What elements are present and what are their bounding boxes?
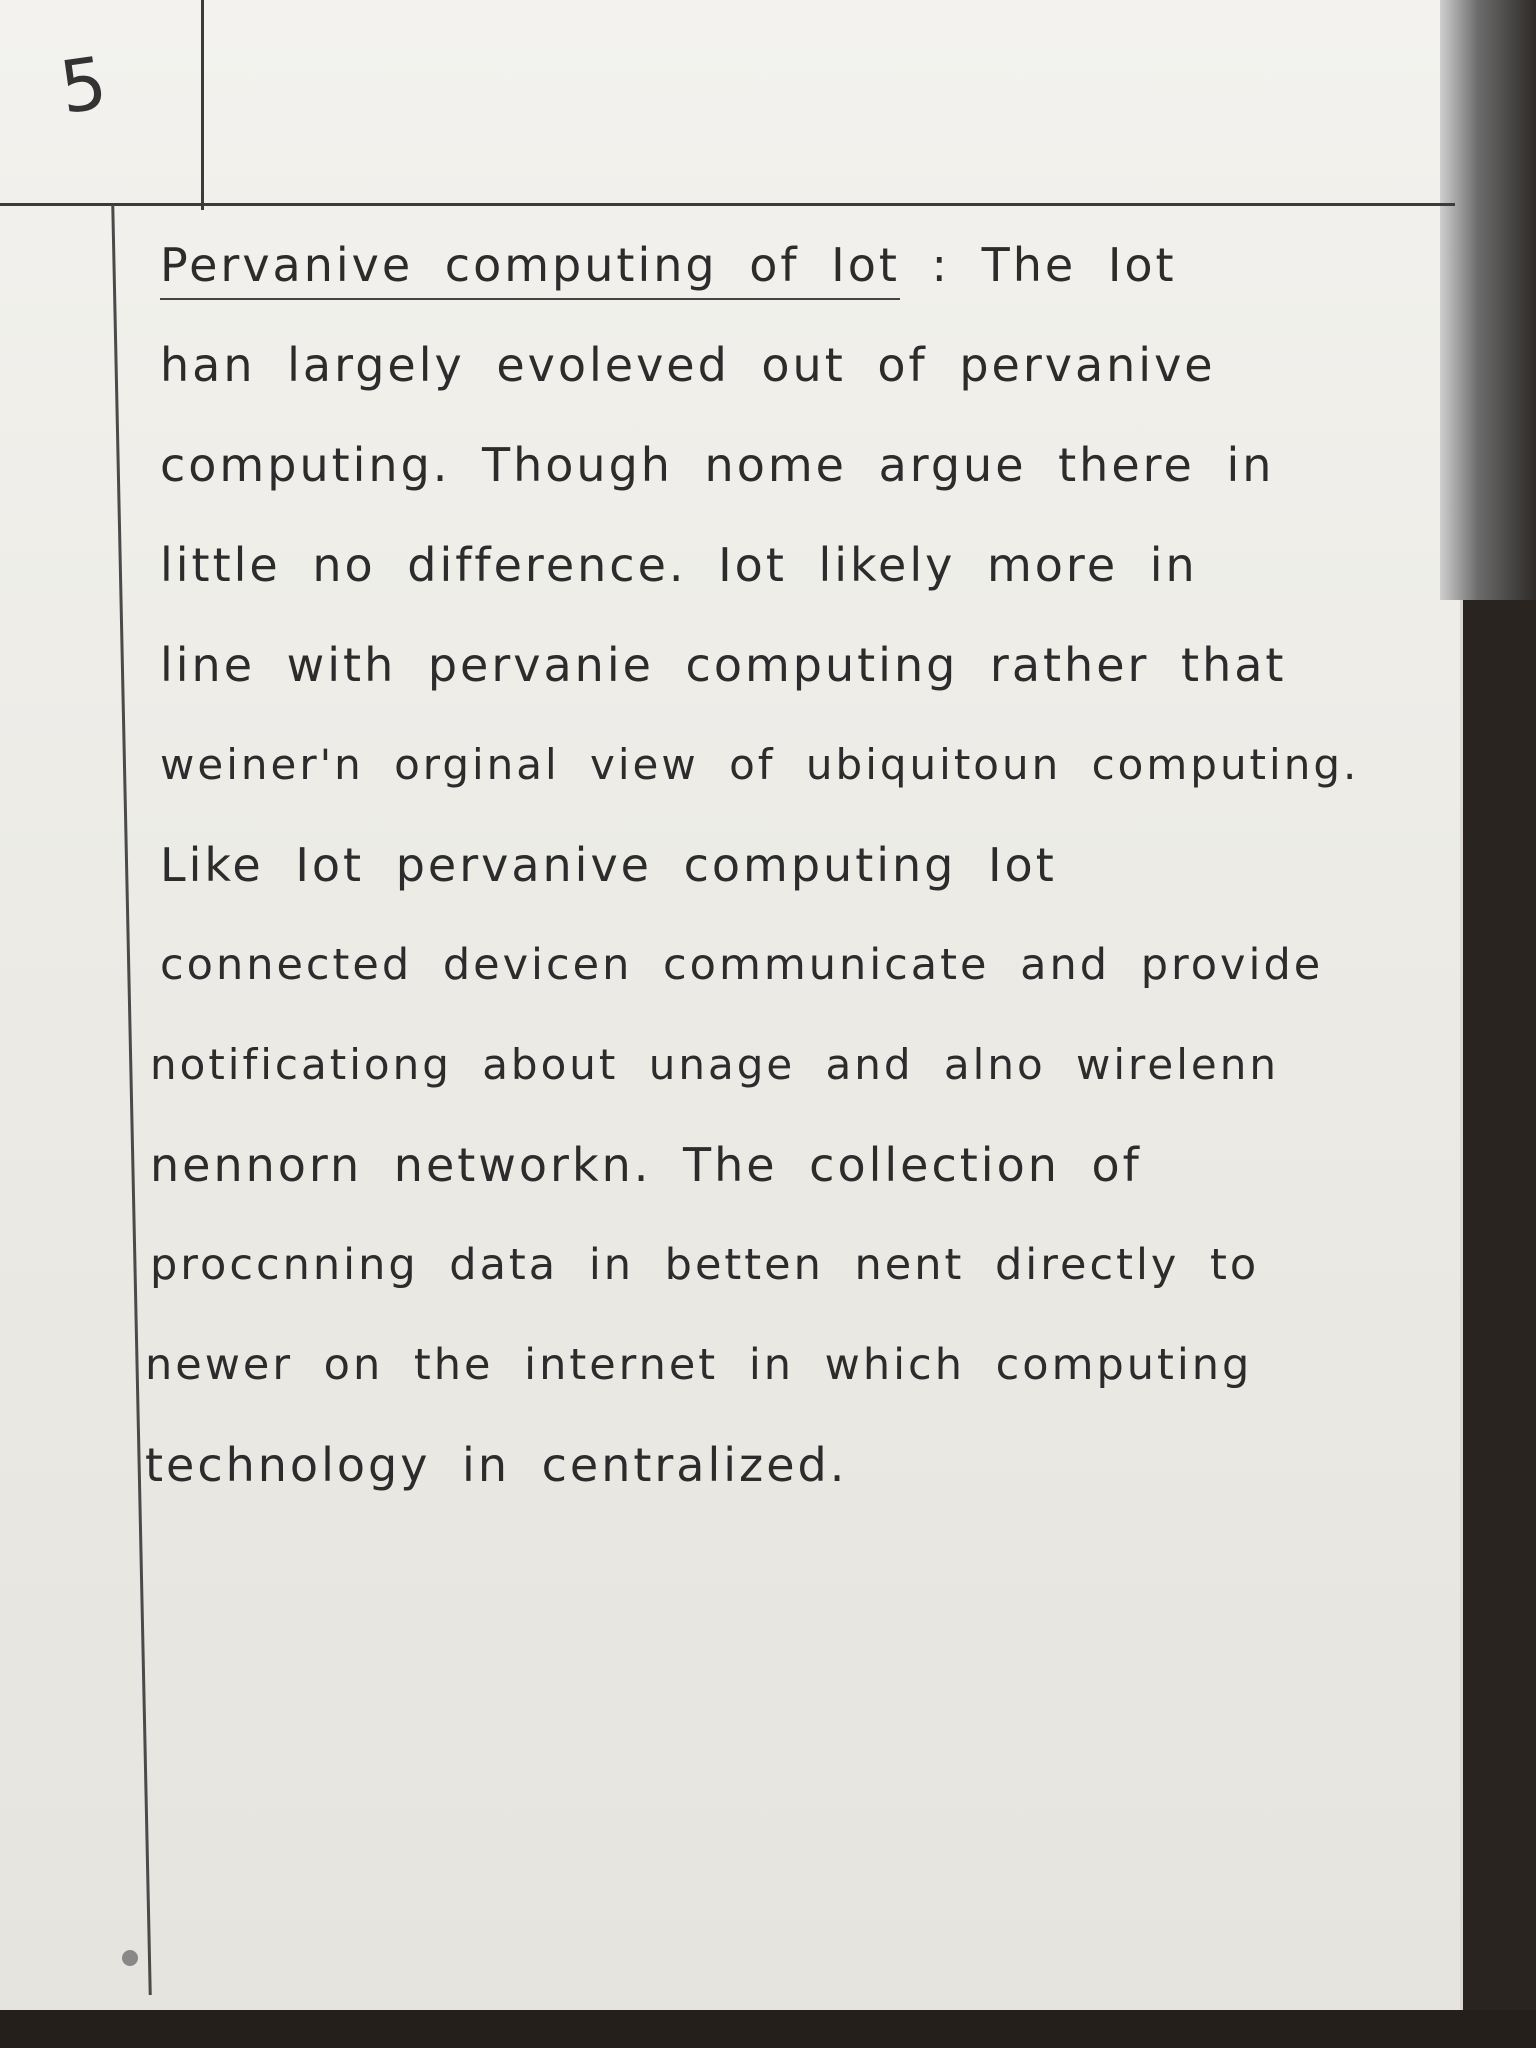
answer-line: connected devicen communicate and provide	[160, 940, 1324, 990]
header-rule	[0, 203, 1455, 206]
background-edge	[0, 2010, 1536, 2048]
answer-line: han largely evoleved out of pervanive	[160, 338, 1216, 392]
staple-mark	[122, 1950, 138, 1966]
page-number-box-rule	[201, 0, 204, 210]
answer-line: newer on the internet in which computing	[145, 1340, 1253, 1390]
answer-line: Like Iot pervanive computing Iot	[160, 838, 1057, 892]
answer-line: little no difference. Iot likely more in	[160, 538, 1198, 592]
answer-line: nennorn networkn. The collection of	[150, 1138, 1142, 1192]
answer-line-1: Pervanive computing of Iot : The Iot	[160, 215, 1450, 315]
answer-line: proccnning data in betten nent directly to	[150, 1240, 1260, 1290]
answer-line: weiner'n orginal view of ubiquitoun computing.	[160, 740, 1360, 789]
handwritten-answer	[145, 215, 1450, 1515]
background-surface	[1440, 0, 1536, 600]
answer-line: notificationg about unage and alno wirelenn	[150, 1040, 1279, 1089]
answer-line: computing. Though nome argue there in	[160, 438, 1275, 492]
page-number: 5	[54, 40, 112, 130]
answer-line: technology in centralized.	[145, 1438, 848, 1492]
answer-title: Pervanive computing of Iot	[160, 238, 900, 300]
answer-line: line with pervanie computing rather that	[160, 638, 1287, 692]
